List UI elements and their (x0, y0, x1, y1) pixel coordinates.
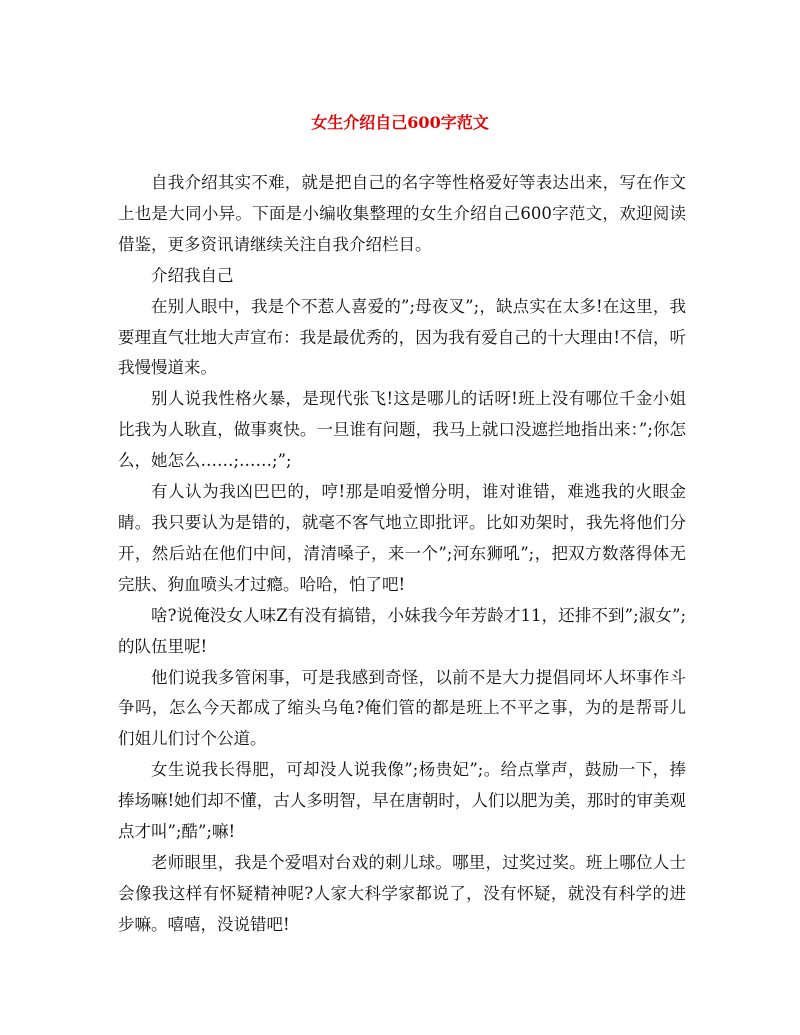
paragraph: 有人认为我凶巴巴的，哼!那是咱爱憎分明，谁对谁错，难逃我的火眼金睛。我只要认为是错的，就毫不客气地立即批评。比如劝架时，我先将他们分开，然后站在他们中间，清清嗓子，来一个”;河东狮吼”;，把双方数落得体无完肤、狗血喷头才过瘾。哈哈，怕了吧! (118, 482, 686, 594)
document-body (118, 168, 686, 941)
document-title: 女生介绍自己600字范文 (311, 113, 489, 132)
paragraph: 老师眼里，我是个爱唱对台戏的刺儿球。哪里，过奖过奖。班上哪位人士会像我这样有怀疑精神呢?人家大科学家都说了，没有怀疑，就没有科学的进步嘛。嘻嘻，没说错吧! (118, 852, 686, 934)
paragraph: 他们说我多管闲事，可是我感到奇怪，以前不是大力提倡同坏人坏事作斗争吗，怎么今天都成了缩头乌龟?俺们管的都是班上不平之事，为的是帮哥儿们姐儿们讨个公道。 (118, 667, 686, 749)
paragraph: 女生说我长得肥，可却没人说我像”;杨贵妃”;。给点掌声，鼓励一下，捧捧场嘛!她们却不懂，古人多明智，早在唐朝时，人们以肥为美，那时的审美观点才叫”;酷”;嘛! (118, 760, 686, 842)
paragraph: 在别人眼中，我是个不惹人喜爱的”;母夜叉”;，缺点实在太多!在这里，我要理直气壮地大声宣布：我是最优秀的，因为我有爱自己的十大理由!不信，听我慢慢道来。 (118, 296, 686, 378)
paragraph: 啥?说俺没女人味Z有没有搞错，小妹我今年芳龄才11，还排不到”;淑女”;的队伍里呢! (118, 605, 686, 656)
paragraph-subheading: 介绍我自己 (151, 265, 234, 285)
paragraph: 别人说我性格火暴，是现代张飞!这是哪儿的话呀!班上没有哪位千金小姐比我为人耿直，做事爽快。一旦谁有问题，我马上就口没遮拦地指出来：”;你怎么，她怎么……;……;”; (118, 389, 686, 471)
paragraph-intro: 自我介绍其实不难，就是把自己的名字等性格爱好等表达出来，写在作文上也是大同小异。下面是小编收集整理的女生介绍自己600字范文，欢迎阅读借鉴，更多资讯请继续关注自我介绍栏目。 (118, 173, 686, 254)
